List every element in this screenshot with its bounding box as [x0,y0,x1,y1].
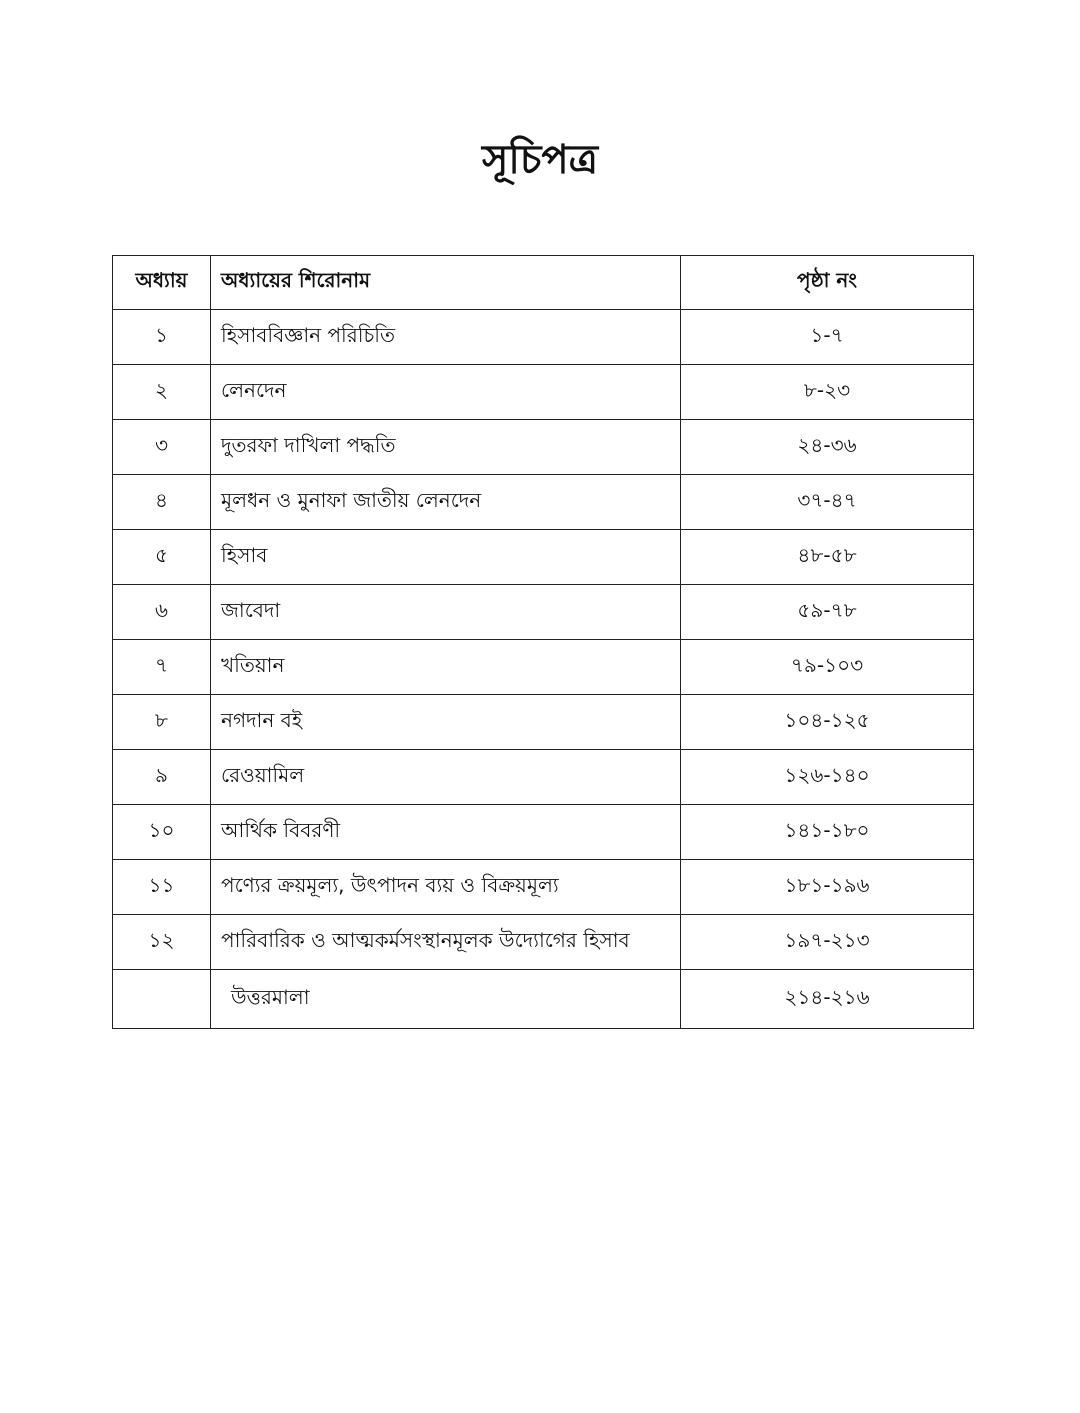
chapter-number: ১১ [113,860,211,915]
chapter-number: ৫ [113,530,211,585]
chapter-number: ১০ [113,805,211,860]
page-range: ১৮১-১৯৬ [681,860,974,915]
table-row [113,915,974,970]
table-row [113,860,974,915]
chapter-number: ৭ [113,640,211,695]
chapter-number: ১২ [113,915,211,970]
header-chapter: অধ্যায় [113,256,211,310]
chapter-title: পণ্যের ক্রয়মূল্য, উৎপাদন ব্যয় ও বিক্রয়মূল্য [211,860,681,915]
page-range: ৭৯-১০৩ [681,640,974,695]
chapter-number [113,970,211,1029]
table-of-contents [112,255,974,1029]
page-range: ৩৭-৪৭ [681,475,974,530]
chapter-number: ২ [113,365,211,420]
chapter-number: ৪ [113,475,211,530]
chapter-title: লেনদেন [211,365,681,420]
page-range: ১৯৭-২১৩ [681,915,974,970]
chapter-title: মূলধন ও মুনাফা জাতীয় লেনদেন [211,475,681,530]
chapter-number: ১ [113,310,211,365]
chapter-title: হিসাববিজ্ঞান পরিচিতি [211,310,681,365]
chapter-number: ৩ [113,420,211,475]
chapter-title: উত্তরমালা [211,970,681,1029]
table-row [113,530,974,585]
page-range: ৪৮-৫৮ [681,530,974,585]
header-title: অধ্যায়ের শিরোনাম [211,256,681,310]
page-range: ১২৬-১৪০ [681,750,974,805]
page-range: ১-৭ [681,310,974,365]
chapter-number: ৯ [113,750,211,805]
table-row [113,750,974,805]
page-range: ২১৪-২১৬ [681,970,974,1029]
chapter-title: জাবেদা [211,585,681,640]
table-row [113,365,974,420]
chapter-title: আর্থিক বিবরণী [211,805,681,860]
table-row [113,805,974,860]
chapter-number: ৬ [113,585,211,640]
table-row [113,640,974,695]
header-page: পৃষ্ঠা নং [681,256,974,310]
table-row [113,310,974,365]
page-range: ৫৯-৭৮ [681,585,974,640]
table-header-row [113,256,974,310]
chapter-number: ৮ [113,695,211,750]
table-row [113,585,974,640]
chapter-title: খতিয়ান [211,640,681,695]
page-range: ১৪১-১৮০ [681,805,974,860]
chapter-title: হিসাব [211,530,681,585]
chapter-title: রেওয়ামিল [211,750,681,805]
page-range: ২৪-৩৬ [681,420,974,475]
page-range: ৮-২৩ [681,365,974,420]
chapter-title: নগদান বই [211,695,681,750]
table-row [113,420,974,475]
page-range: ১০৪-১২৫ [681,695,974,750]
table-row [113,695,974,750]
table-row [113,970,974,1029]
page-title: সূচিপত্র [482,137,598,183]
table-row [113,475,974,530]
chapter-title: পারিবারিক ও আত্মকর্মসংস্থানমূলক উদ্যোগের হিসাব [211,915,681,970]
chapter-title: দুতরফা দাখিলা পদ্ধতি [211,420,681,475]
